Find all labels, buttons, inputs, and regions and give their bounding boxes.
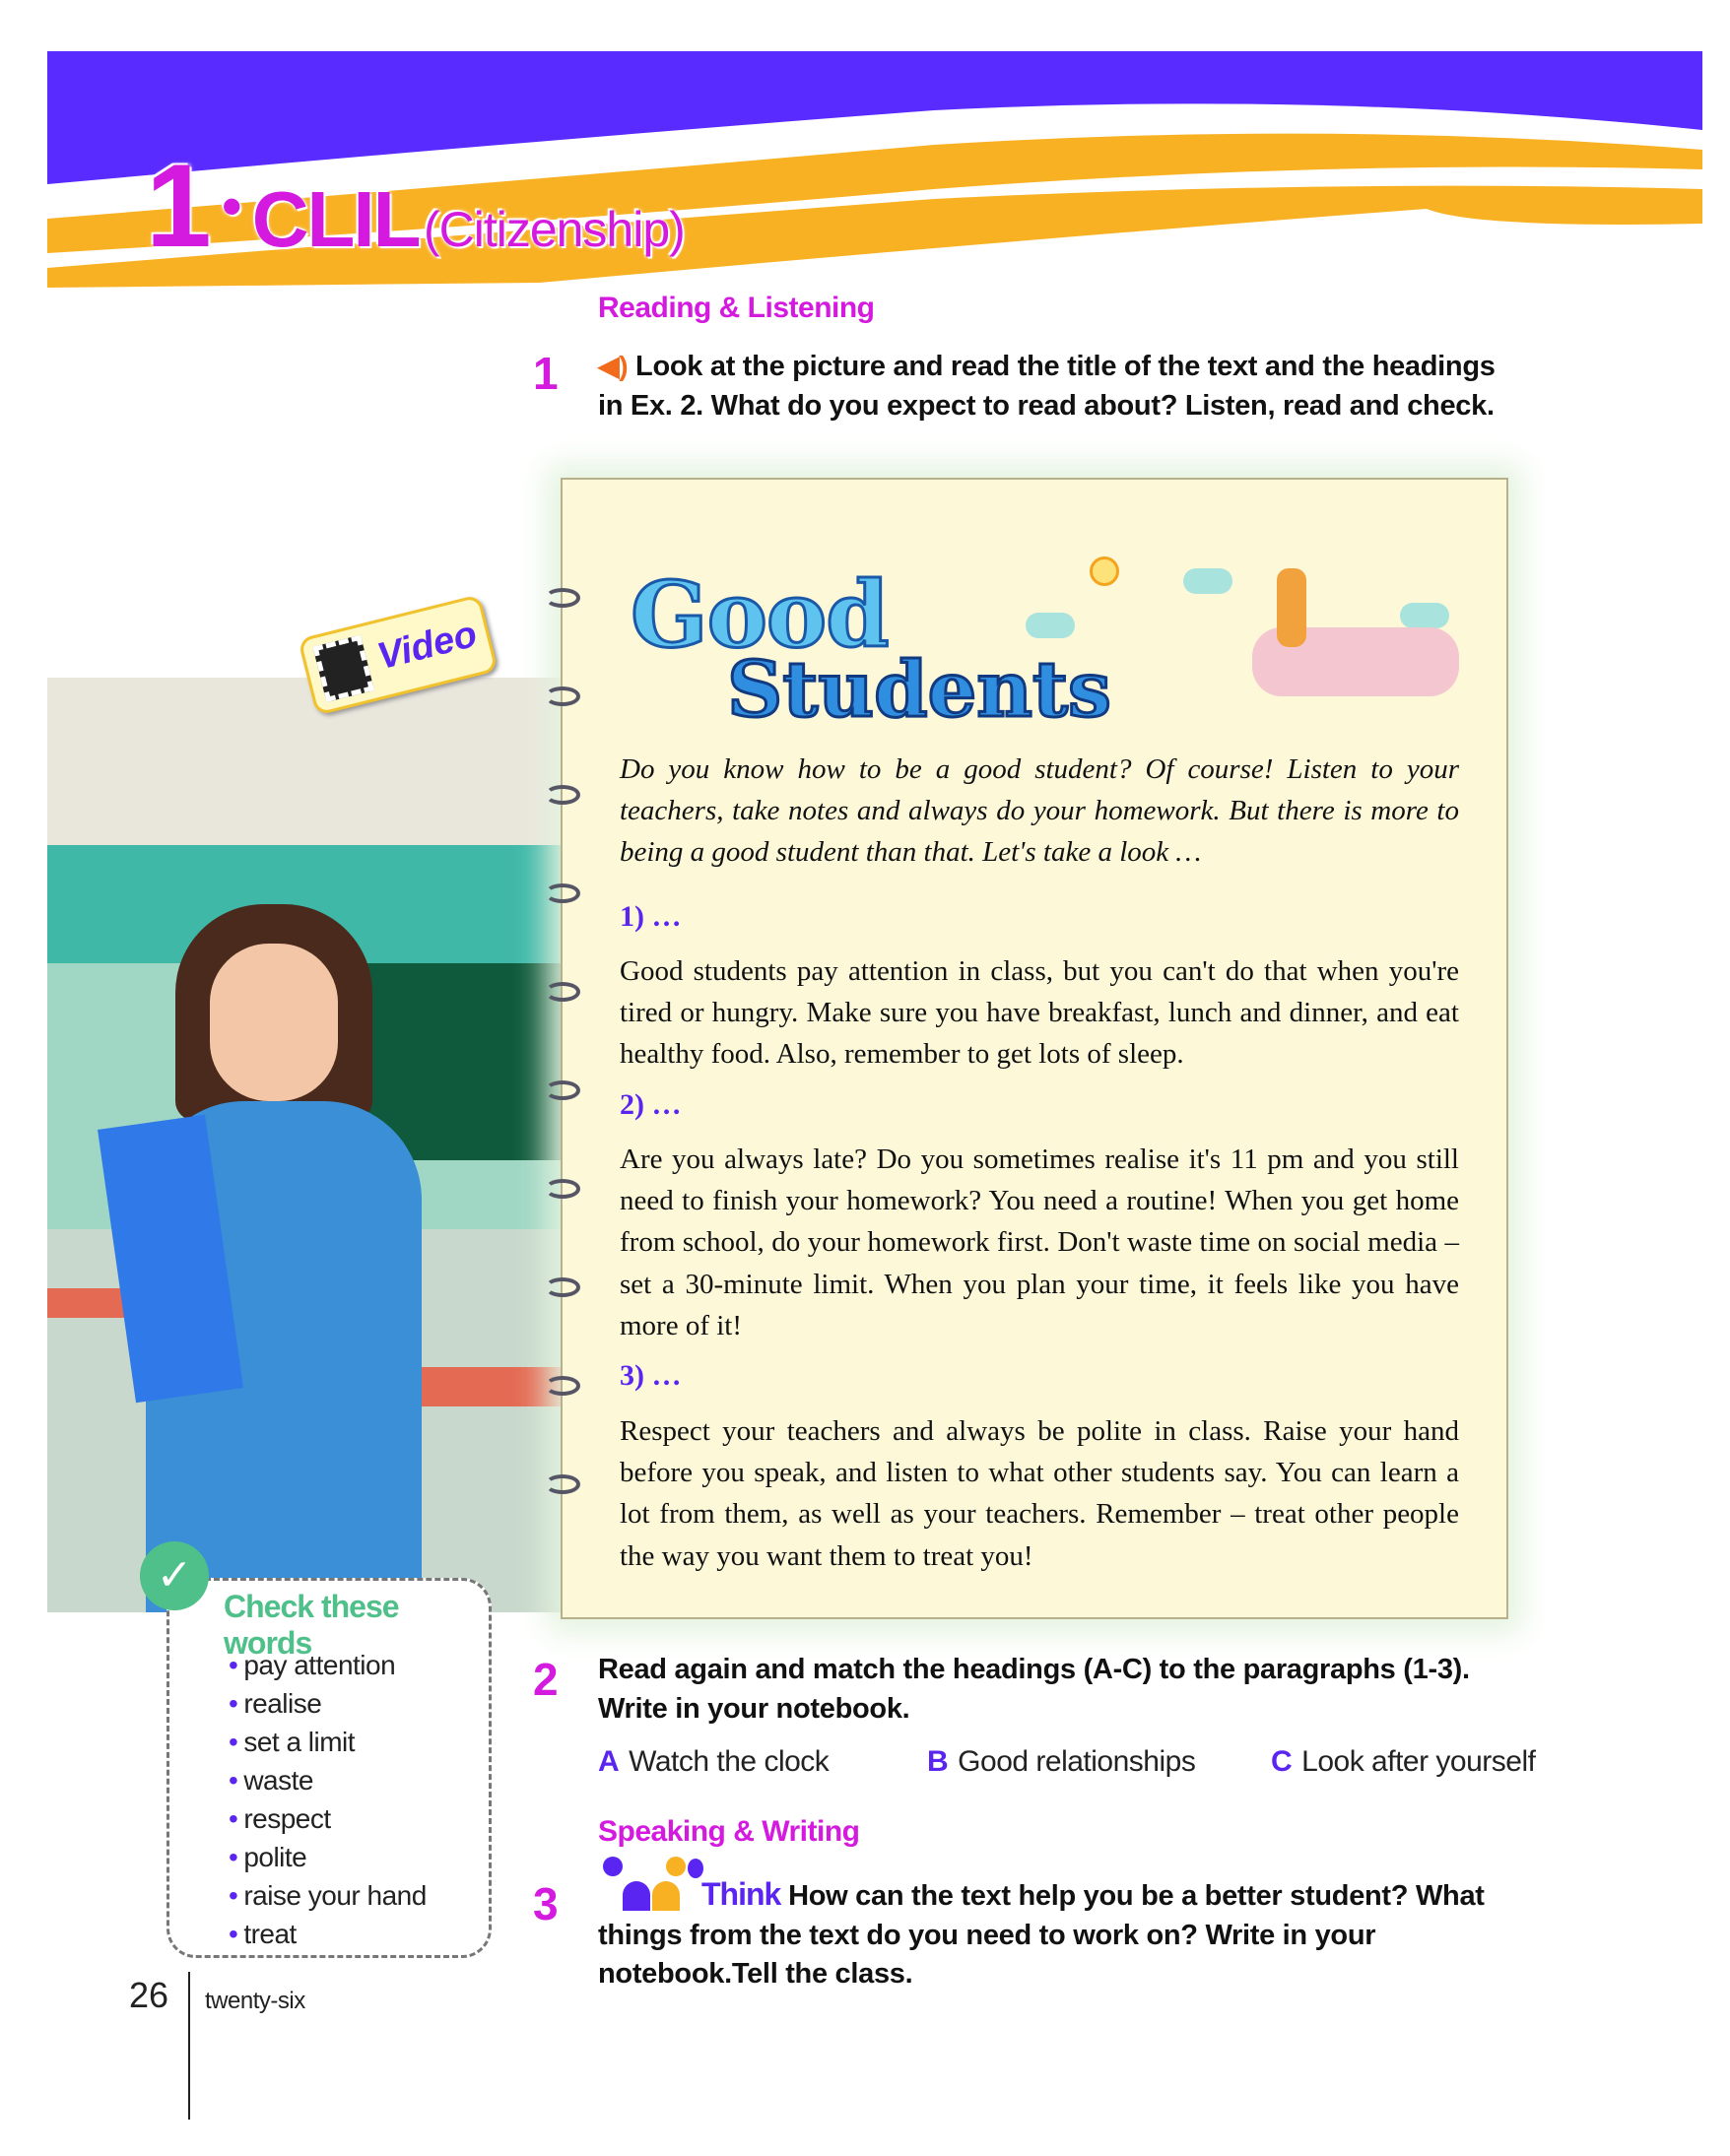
option-text: Look after yourself: [1301, 1745, 1536, 1778]
unit-subtitle: (Citizenship): [423, 202, 685, 257]
page-number-words: twenty-six: [205, 1988, 305, 2014]
exercise-1-instruction: [598, 347, 1524, 425]
footer-divider: [188, 1972, 190, 2120]
checkmark-icon: ✓: [140, 1541, 209, 1610]
option-letter: B: [927, 1745, 949, 1778]
unit-number: 1: [146, 140, 212, 272]
word-item: • polite: [229, 1838, 427, 1876]
check-these-words-box: [156, 1551, 492, 1958]
exercise-3-text: How can the text help you be a better student? What things from the text do you need to work on? Write in your notebook.Tell the class.: [598, 1880, 1485, 1990]
section-heading-speaking: Speaking & Writing: [598, 1815, 860, 1848]
spiral-ring: [545, 1474, 580, 1494]
paragraph-label-2: 2) …: [620, 1088, 682, 1121]
unit-title: [146, 138, 685, 274]
page-number: 26: [129, 1975, 169, 2015]
exercise-number-1: 1: [533, 348, 559, 399]
speaker-icon[interactable]: ◀): [598, 351, 629, 381]
word-item: • set a limit: [229, 1723, 427, 1761]
paragraph-2: Are you always late? Do you sometimes realise it's 11 pm and you still need to finish your homework? You need a routine! When you get home from school, do your homework first. Don't waste time on social media – set a 30-minute limit. When you plan your time, it feels like you have more of it!: [620, 1143, 1459, 1341]
exercise-3-instruction: [598, 1875, 1544, 1994]
paragraph-3: Respect your teachers and always be polite in class. Raise your hand before you speak, and listen to what other students say. You can learn a lot from them, as well as your teachers. Remember – treat other people the way you want them to treat you!: [620, 1415, 1459, 1572]
article-title-students: Students: [727, 645, 1111, 735]
word-list: [229, 1646, 427, 1953]
option-letter: A: [598, 1745, 620, 1778]
word-item: • realise: [229, 1684, 427, 1723]
paragraph-1: Good students pay attention in class, but you can't do that when you're tired or hungry. Make sure you have breakfast, lunch and dinner, and eat healthy food. Also, remember to get lots of sleep.: [620, 955, 1459, 1071]
option-text: Good relationships: [958, 1745, 1196, 1778]
cloud-icon: [1026, 613, 1075, 638]
spiral-ring: [545, 785, 580, 805]
student-photo: [47, 678, 567, 1612]
heading-option-b: [927, 1745, 1195, 1779]
word-item: • respect: [229, 1799, 427, 1838]
spiral-ring: [545, 1080, 580, 1100]
separator: •: [221, 173, 242, 239]
exercise-number-3: 3: [533, 1878, 559, 1929]
exercise-1-text: Look at the picture and read the title of the text and the headings in Ex. 2. What do you expect to read about? Listen, read and check.: [598, 351, 1496, 422]
spiral-ring: [545, 1376, 580, 1396]
spiral-ring: [545, 982, 580, 1002]
word-item: • raise your hand: [229, 1876, 427, 1915]
word-item: • waste: [229, 1761, 427, 1799]
paragraph-label-3: 3) …: [620, 1359, 682, 1392]
unit-title-text: CLIL: [251, 175, 420, 263]
heading-option-a: [598, 1745, 829, 1779]
option-text: Watch the clock: [629, 1745, 830, 1778]
think-label: Think: [701, 1876, 781, 1912]
spiral-ring: [545, 588, 580, 608]
cloud-icon: [1183, 568, 1232, 594]
spiral-ring: [545, 883, 580, 903]
word-item: • treat: [229, 1915, 427, 1953]
check-words-title: Check these words: [224, 1589, 399, 1661]
paragraph-label-1: 1) …: [620, 900, 682, 933]
ceiling: [47, 678, 567, 855]
exercise-2-instruction: Read again and match the headings (A-C) to the paragraphs (1-3). Write in your notebook.: [598, 1654, 1470, 1725]
spiral-ring: [545, 686, 580, 706]
video-label: Video: [373, 613, 482, 679]
article-intro: Do you know how to be a good student? Of course! Listen to your teachers, take notes and always do your homework. But there is more to being a good student than that. Let's take a look …: [620, 753, 1459, 869]
film-icon: [312, 635, 374, 702]
face: [210, 944, 338, 1101]
spiral-ring: [545, 1277, 580, 1297]
cloud-icon: [1400, 603, 1449, 628]
word-item: • pay attention: [229, 1646, 427, 1684]
article-title-good: Good: [631, 561, 889, 668]
section-heading-reading: Reading & Listening: [598, 292, 875, 324]
option-letter: C: [1271, 1745, 1293, 1778]
spiral-ring: [545, 1179, 580, 1199]
sun-icon: [1090, 556, 1119, 586]
boy-figure: [1277, 568, 1306, 647]
exercise-number-2: 2: [533, 1654, 559, 1705]
heading-option-c: [1271, 1745, 1535, 1779]
